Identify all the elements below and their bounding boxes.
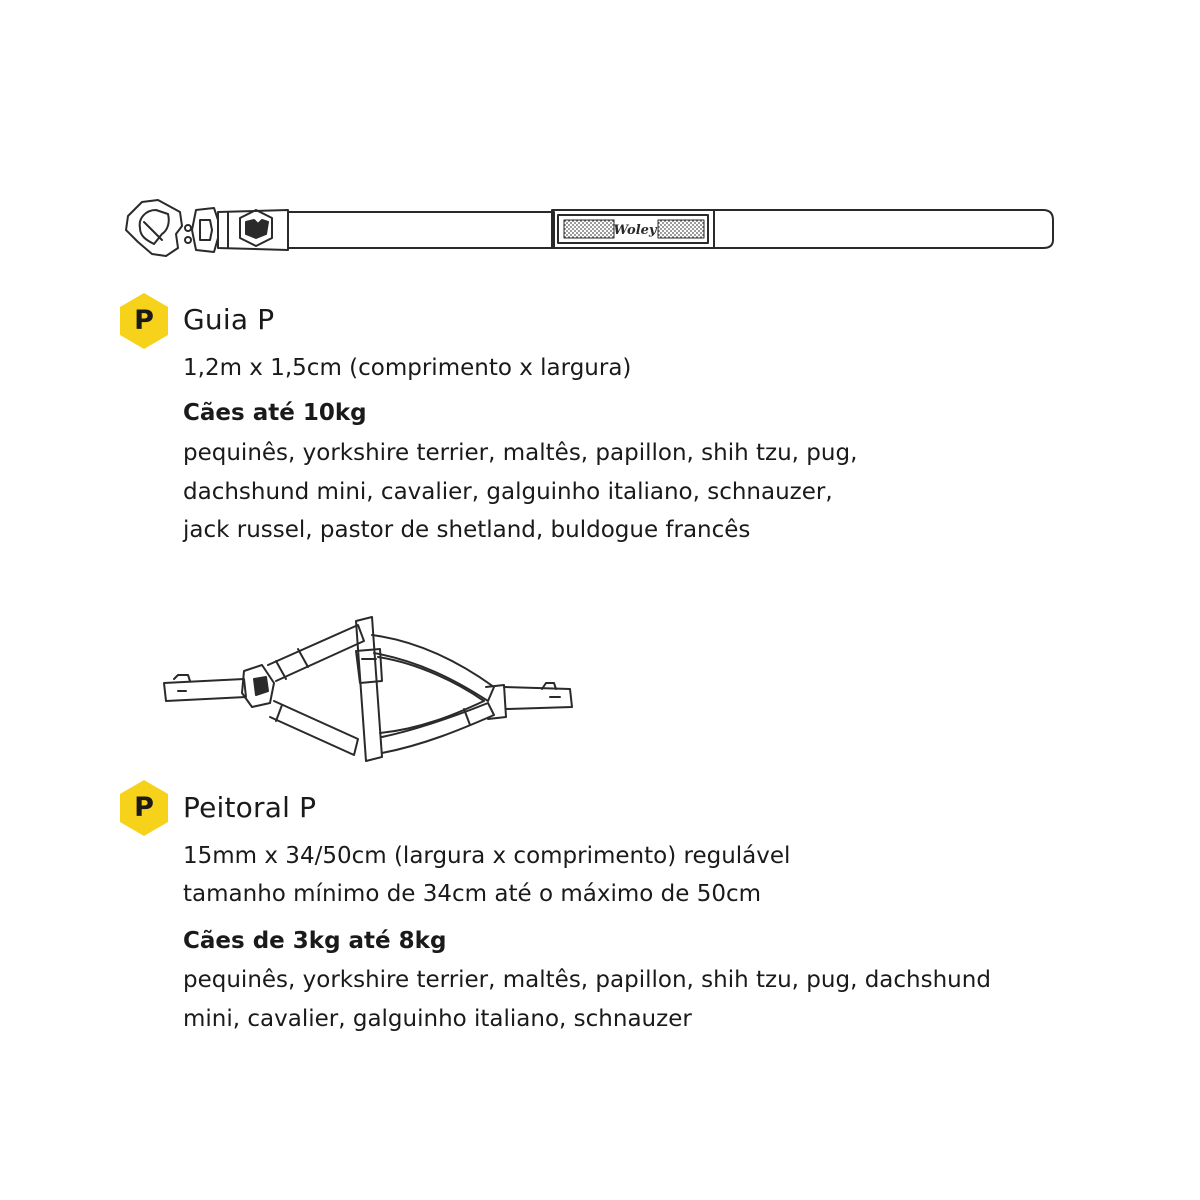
breed-line: pequinês, yorkshire terrier, maltês, papillon, shih tzu, pug, dachshund — [183, 967, 991, 993]
size-badge — [117, 778, 171, 838]
breed-list — [183, 961, 991, 1038]
size-badge-letter: P — [134, 305, 154, 336]
breed-list — [183, 434, 857, 550]
product-title: Guia P — [183, 303, 275, 336]
breed-line: pequinês, yorkshire terrier, maltês, papillon, shih tzu, pug, — [183, 440, 858, 466]
breed-line: mini, cavalier, galguinho italiano, schnauzer — [183, 1005, 692, 1032]
brand-label: Woley — [613, 223, 657, 238]
breed-line: jack russel, pastor de shetland, buldogue francês — [183, 517, 751, 543]
product-size-range: tamanho mínimo de 34cm até o máximo de 50cm — [183, 881, 762, 907]
size-badge-letter: P — [134, 792, 154, 823]
harness-icon — [158, 605, 578, 770]
product-title: Peitoral P — [183, 791, 317, 824]
leash-icon — [118, 190, 1058, 270]
product-dimensions: 1,2m x 1,5cm (comprimento x largura) — [183, 355, 632, 381]
product-dimensions: 15mm x 34/50cm (largura x comprimento) regulável — [183, 843, 791, 869]
product-weight-range: Cães de 3kg até 8kg — [183, 928, 447, 954]
size-badge — [117, 291, 171, 351]
product-weight-range: Cães até 10kg — [183, 400, 367, 426]
breed-line: dachshund mini, cavalier, galguinho italiano, schnauzer, — [183, 478, 833, 505]
